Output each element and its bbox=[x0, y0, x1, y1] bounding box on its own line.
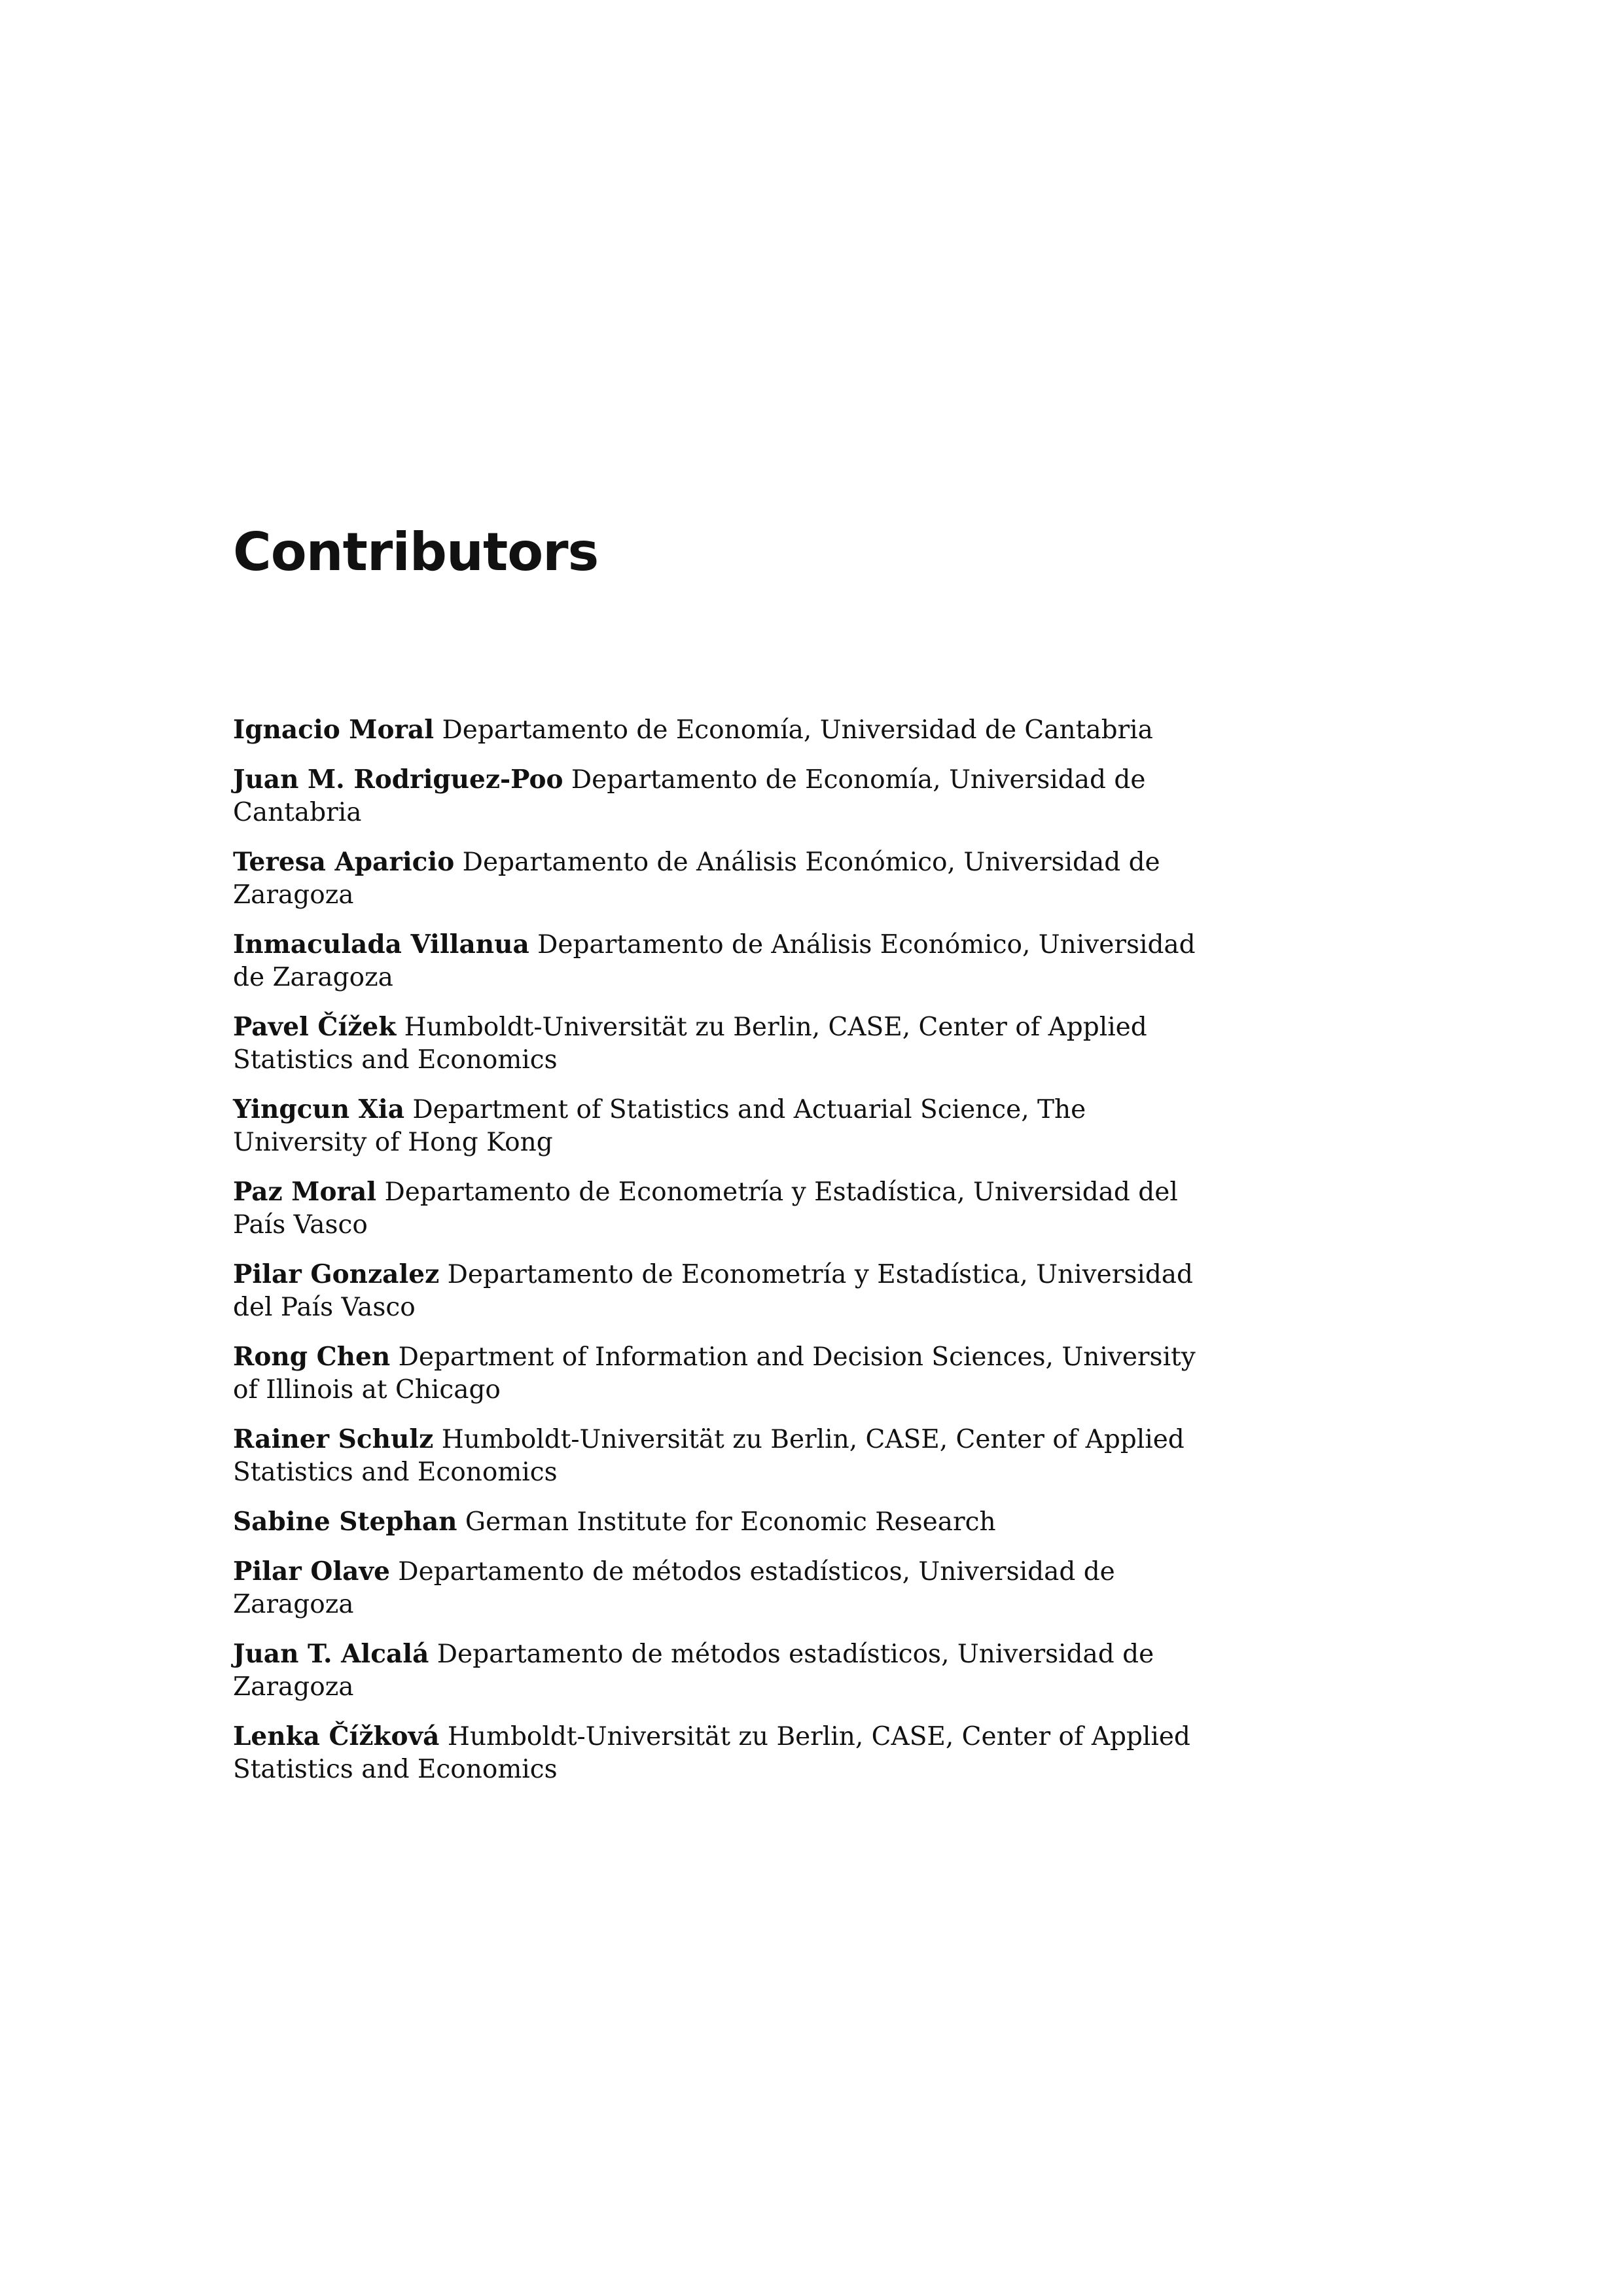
contributor-affiliation: Departamento de Análisis Económico, Universidad de Zaragoza bbox=[233, 848, 1160, 910]
contributor-name: Pavel Čížek bbox=[233, 1012, 397, 1042]
contributor-entry bbox=[233, 713, 1215, 747]
contributor-affiliation: Departamento de Econometría y Estadística, Universidad del País Vasco bbox=[233, 1177, 1178, 1240]
contributor-affiliation: Departamento de Análisis Económico, Universidad de Zaragoza bbox=[233, 930, 1196, 992]
contributor-entry bbox=[233, 1258, 1215, 1324]
contributor-entry bbox=[233, 1175, 1215, 1242]
contributor-entry bbox=[233, 1011, 1215, 1077]
page-title: Contributors bbox=[233, 522, 599, 583]
contributor-name: Rong Chen bbox=[233, 1342, 391, 1372]
contributor-affiliation: German Institute for Economic Research bbox=[465, 1507, 996, 1537]
contributor-name: Juan T. Alcalá bbox=[233, 1639, 429, 1669]
contributor-affiliation: Departamento de Economía, Universidad de Cantabria bbox=[233, 765, 1146, 827]
contributor-affiliation: Departamento de métodos estadísticos, Universidad de Zaragoza bbox=[233, 1557, 1115, 1619]
contributor-name: Inmaculada Villanua bbox=[233, 929, 529, 960]
contributor-affiliation: Departamento de métodos estadísticos, Universidad de Zaragoza bbox=[233, 1640, 1154, 1702]
contributor-name: Paz Moral bbox=[233, 1177, 377, 1207]
contributor-name: Sabine Stephan bbox=[233, 1507, 457, 1537]
contributor-affiliation: Humboldt-Universität zu Berlin, CASE, Center of Applied Statistics and Economics bbox=[233, 1013, 1147, 1075]
contributor-affiliation: Humboldt-Universität zu Berlin, CASE, Center of Applied Statistics and Economics bbox=[233, 1722, 1190, 1784]
contributor-affiliation: Department of Information and Decision Sciences, University of Illinois at Chicago bbox=[233, 1342, 1196, 1405]
contributor-name: Rainer Schulz bbox=[233, 1424, 434, 1454]
contributors-list bbox=[233, 713, 1215, 1803]
contributor-affiliation: Departamento de Economía, Universidad de Cantabria bbox=[442, 715, 1153, 745]
contributor-entry bbox=[233, 1505, 1215, 1539]
contributor-entry bbox=[233, 1555, 1215, 1621]
contributor-name: Yingcun Xia bbox=[233, 1094, 404, 1124]
contributor-entry bbox=[233, 1720, 1215, 1786]
contributor-name: Teresa Aparicio bbox=[233, 847, 455, 877]
contributor-affiliation: Humboldt-Universität zu Berlin, CASE, Center of Applied Statistics and Economics bbox=[233, 1425, 1185, 1487]
contributor-entry bbox=[233, 1340, 1215, 1407]
contributor-name: Pilar Gonzalez bbox=[233, 1259, 440, 1289]
contributor-entry bbox=[233, 1093, 1215, 1159]
contributor-entry bbox=[233, 928, 1215, 994]
contributor-affiliation: Departamento de Econometría y Estadística, Universidad del País Vasco bbox=[233, 1260, 1194, 1322]
contributor-name: Pilar Olave bbox=[233, 1556, 390, 1587]
contributor-name: Lenka Čížková bbox=[233, 1721, 440, 1751]
contributor-entry bbox=[233, 846, 1215, 912]
contributor-affiliation: Department of Statistics and Actuarial Science, The University of Hong Kong bbox=[233, 1095, 1086, 1157]
contributor-name: Ignacio Moral bbox=[233, 715, 435, 745]
contributor-name: Juan M. Rodriguez-Poo bbox=[233, 764, 563, 795]
contributor-entry bbox=[233, 1423, 1215, 1489]
contributor-entry bbox=[233, 1638, 1215, 1704]
contributor-entry bbox=[233, 763, 1215, 829]
